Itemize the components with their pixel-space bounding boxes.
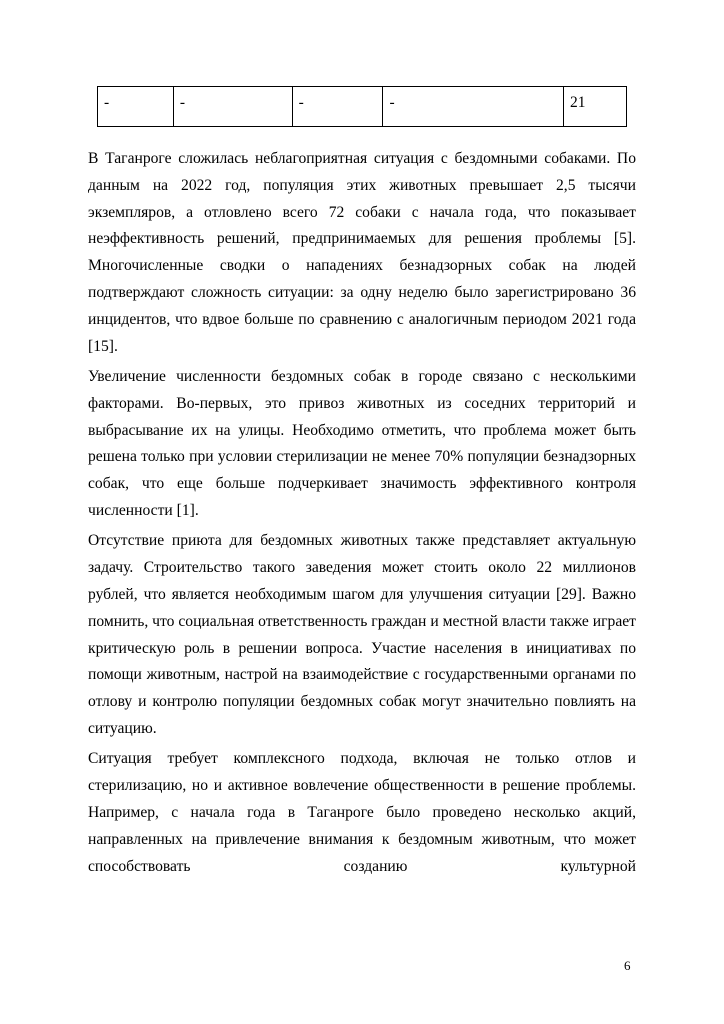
table-cell: -: [98, 87, 174, 127]
paragraph: Ситуация требует комплексного подхода, включая не только отлов и стерилизацию, но и активное вовлечение общественности в решение проблемы. Например, с начала года в Таганроге было проведено несколько акций, направленных на привлечение внимания к бездомным животным, что может способствовать созданию культурной: [88, 750, 636, 875]
paragraph: В Таганроге сложилась неблагоприятная ситуация с бездомными собаками. По данным на 2022 год, популяция этих животных превышает 2,5 тысячи экземпляров, а отловлено всего 72 собаки с начала года, что показывает неэффективность решений, предпринимаемых для решения проблемы [5]. Многочисленные сводки о нападениях безнадзорных собак на людей подтверждают сложность ситуации: за одну неделю было зарегистрировано 36 инцидентов, что вдвое больше по сравнению с аналогичным периодом 2021 года [15].: [88, 150, 636, 355]
data-table: [97, 86, 627, 127]
table-cell: 21: [564, 87, 627, 127]
body-text: [88, 146, 636, 884]
table-row: [98, 87, 627, 127]
paragraph: Отсутствие приюта для бездомных животных также представляет актуальную задачу. Строительство такого заведения может стоить около 22 миллионов рублей, что является необходимым шагом для улучшения ситуации [29]. Важно помнить, что социальная ответственность граждан и местной власти также играет критическую роль в решении вопроса. Участие населения в инициативах по помощи животным, настрой на взаимодействие с государственными органами по отлову и контролю популяции бездомных собак могут значительно повлиять на ситуацию.: [88, 532, 636, 737]
paragraph: Увеличение численности бездомных собак в городе связано с несколькими факторами. Во-первых, это привоз животных из соседних территорий и выбрасывание их на улицы. Необходимо отметить, что проблема может быть решена только при условии стерилизации не менее 70% популяции безнадзорных собак, что еще больше подчеркивает значимость эффективного контроля численности [1].: [88, 367, 636, 519]
table-cell: -: [383, 87, 564, 127]
table-cell: -: [173, 87, 292, 127]
page-number: 6: [624, 958, 631, 973]
table-cell: -: [292, 87, 383, 127]
